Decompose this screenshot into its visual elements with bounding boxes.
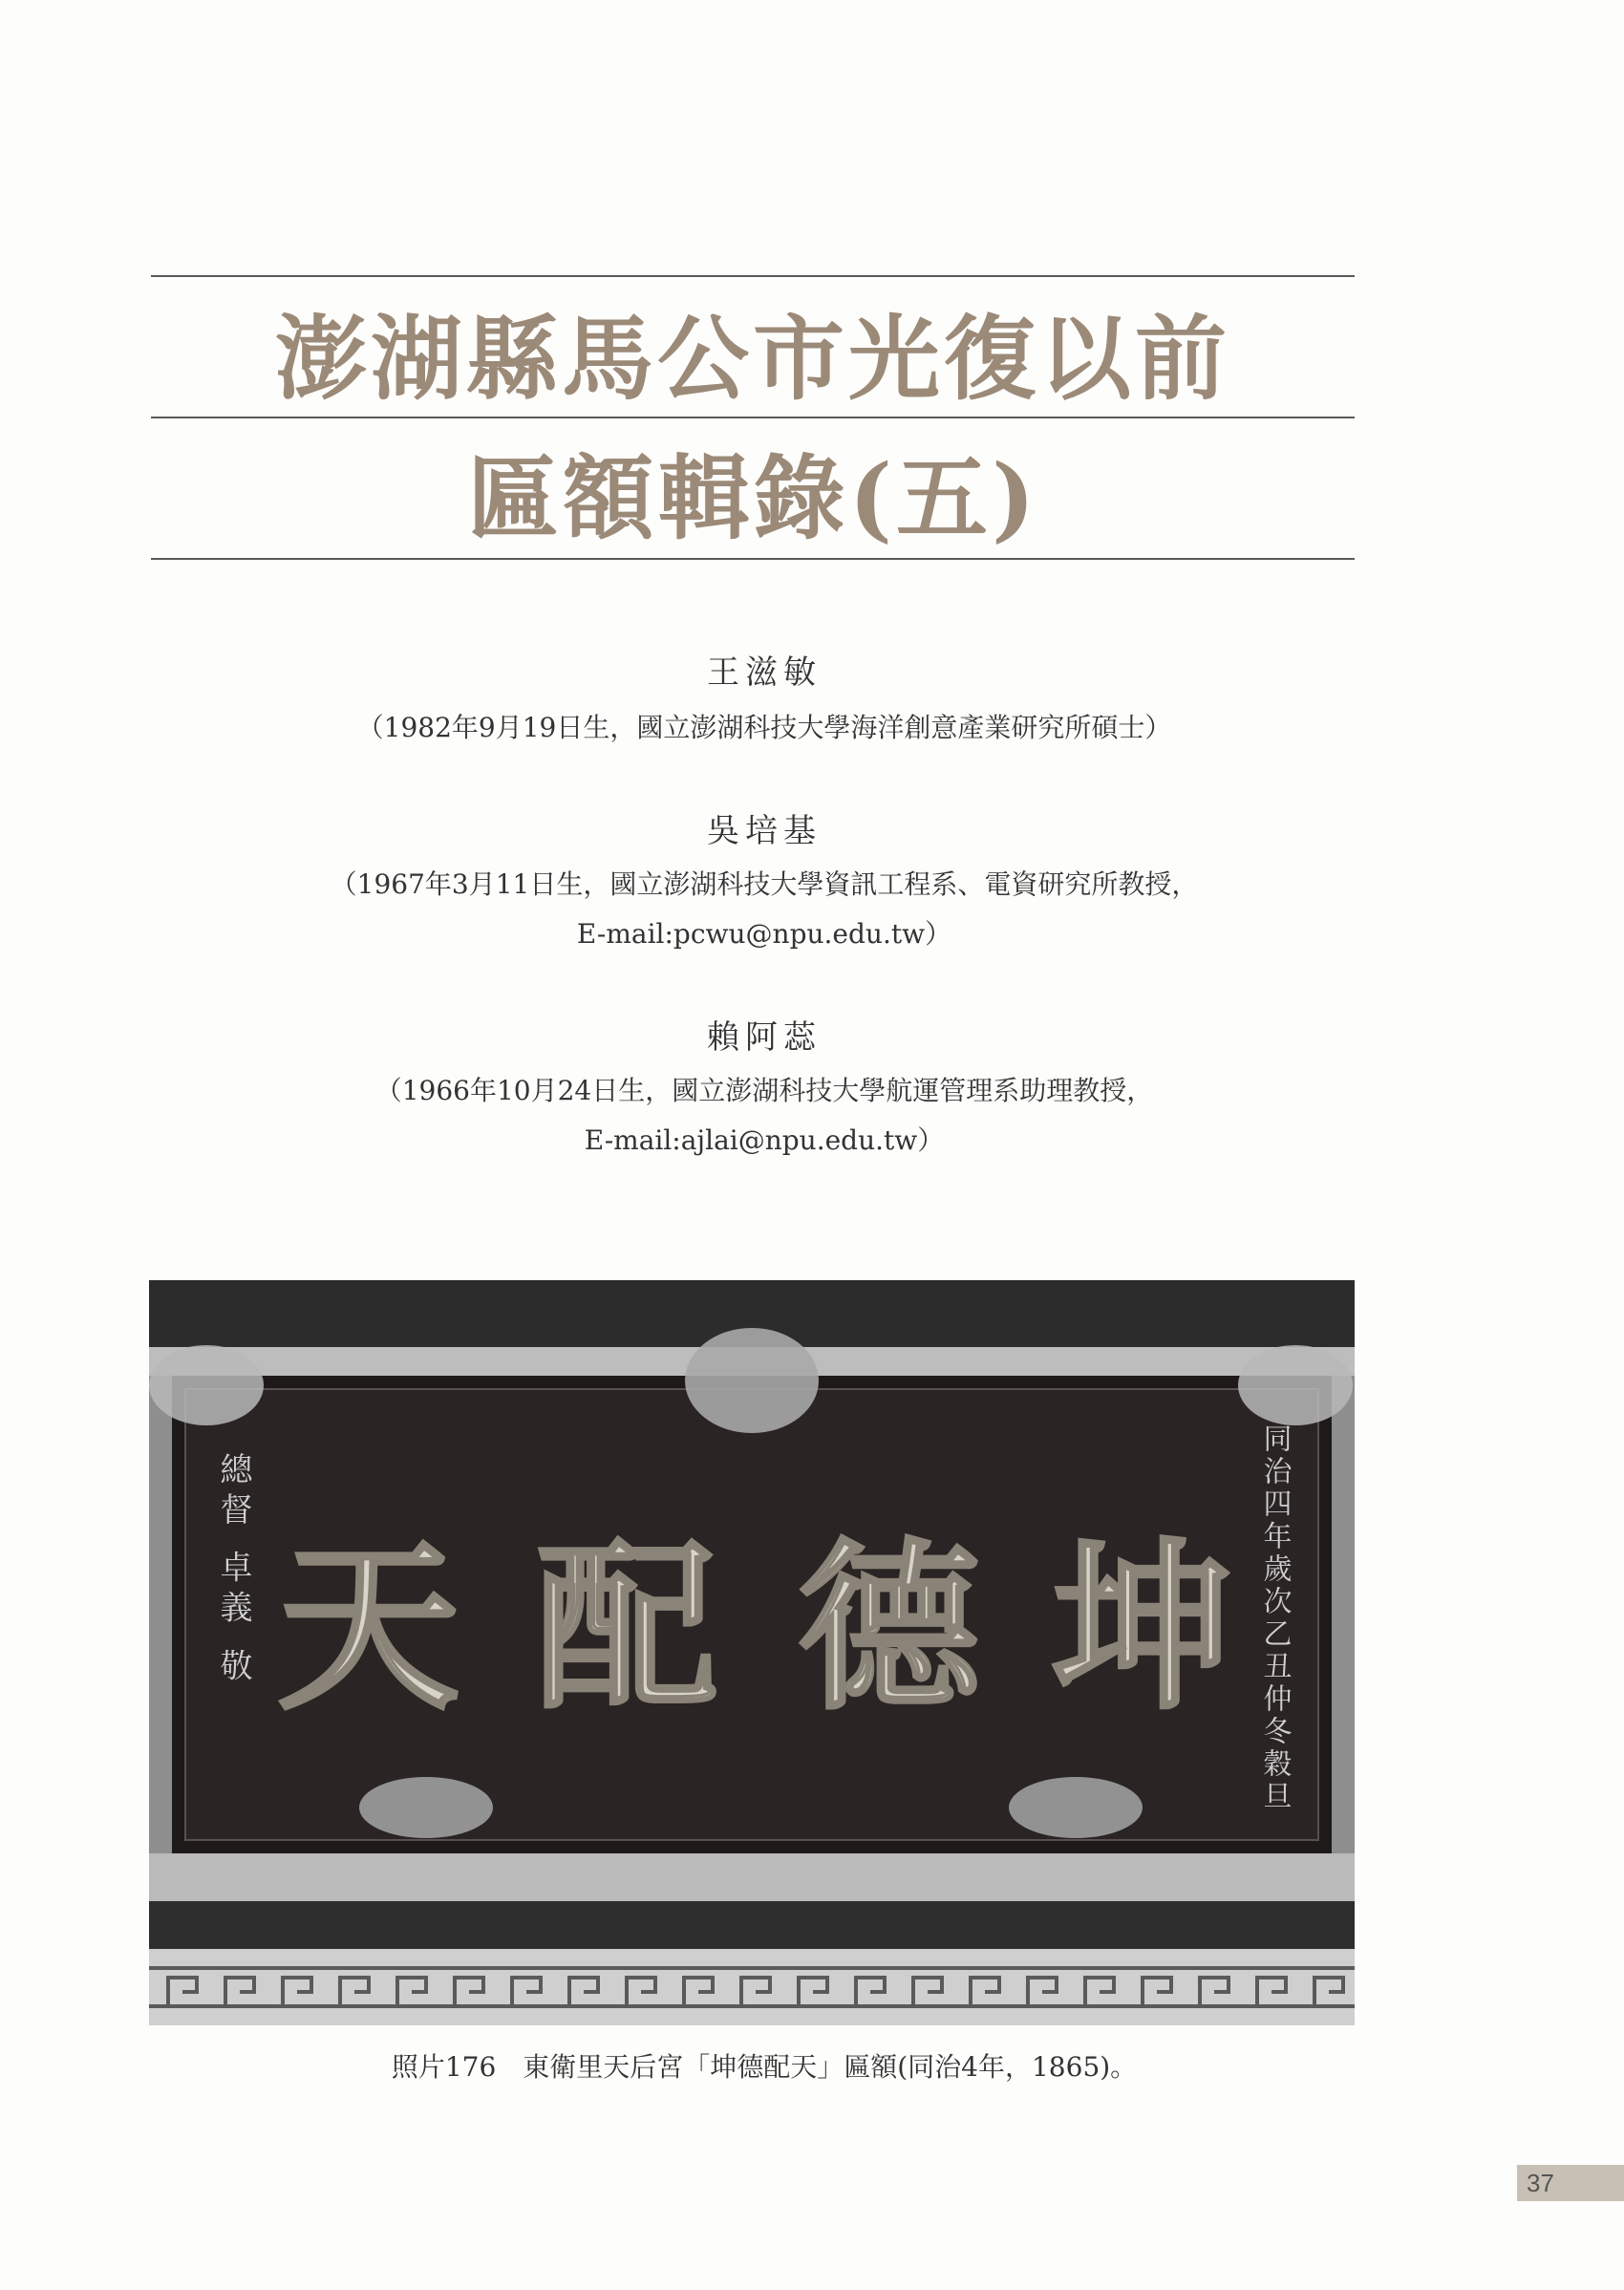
plaque-left-inscription: 總督 卓義 敬: [214, 1452, 252, 1689]
plaque-photo: [149, 1280, 1355, 2025]
plaque-right-inscription: 同治四年歲次乙丑仲冬穀旦: [1257, 1423, 1292, 1813]
plaque-char-2: 配: [535, 1521, 718, 1734]
title-line-1: 澎湖縣馬公市光復以前: [275, 305, 1230, 413]
title-top-rule: [151, 275, 1355, 277]
page-number: 37: [1517, 2165, 1624, 2201]
author-name-2: 吳培基: [707, 812, 822, 850]
plaque-char-1: 天: [277, 1521, 460, 1734]
author-email-2: E-mail:pcwu@npu.edu.tw）: [576, 918, 952, 950]
plaque-char-3: 德: [798, 1521, 981, 1734]
author-info-1: （1982年9月19日生，國立澎湖科技大學海洋創意產業研究所碩士）: [356, 712, 1172, 743]
plaque-photo-illustration: [149, 1280, 1355, 2025]
author-info-2: （1967年3月11日生，國立澎湖科技大學資訊工程系、電資研究所教授，: [330, 868, 1199, 900]
author-name-3: 賴阿蕊: [707, 1018, 822, 1057]
title-bottom-rule: [151, 558, 1355, 560]
author-email-3: E-mail:ajlai@npu.edu.tw）: [584, 1124, 945, 1156]
title-line-2: 匾額輯錄(五): [466, 444, 1039, 552]
author-info-3: （1966年10月24日生，國立澎湖科技大學航運管理系助理教授，: [374, 1075, 1154, 1106]
photo-caption: 照片176 東衛里天后宮「坤德配天」匾額(同治4年，1865)。: [391, 2051, 1138, 2083]
author-name-1: 王滋敏: [707, 653, 822, 692]
plaque-char-4: 坤: [1051, 1521, 1234, 1734]
title-middle-rule: [151, 417, 1355, 418]
